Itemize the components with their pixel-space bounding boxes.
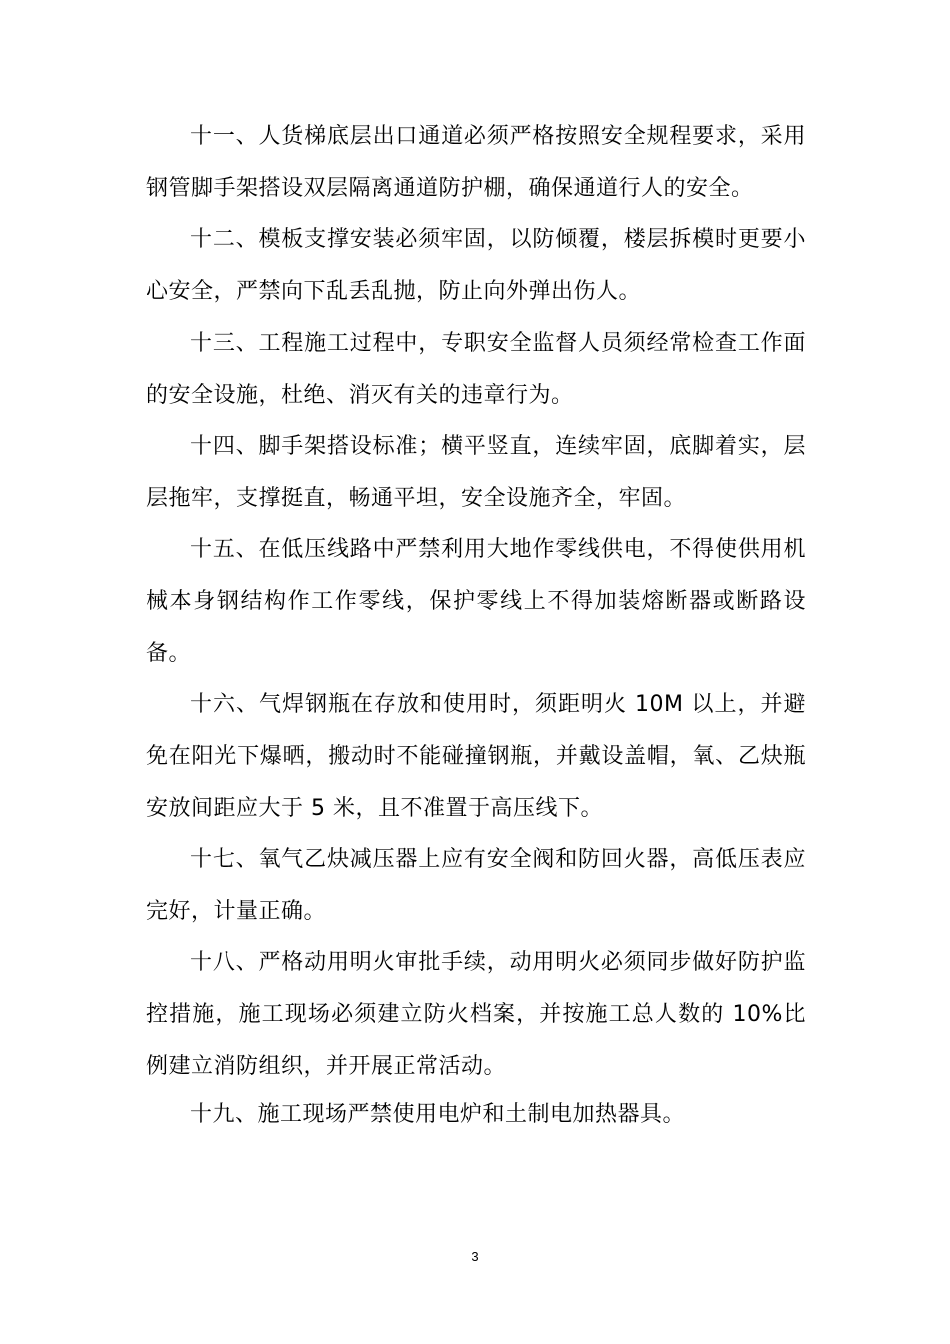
paragraph-16: 十六、气焊钢瓶在存放和使用时，须距明火 10M 以上，并避免在阳光下爆晒，搬动时不能碰撞钢瓶，并戴设盖帽，氧、乙炔瓶安放间距应大于 5 米，且不准置于高压线下。 — [146, 692, 806, 821]
paragraph-11: 十一、人货梯底层出口通道必须严格按照安全规程要求，采用钢管脚手架搭设双层隔离通道防护棚，确保通道行人的安全。 — [146, 124, 806, 201]
paragraph-13: 十三、工程施工过程中，专职安全监督人员须经常检查工作面的安全设施，杜绝、消灭有关的违章行为。 — [146, 331, 806, 408]
paragraph-18: 十八、严格动用明火审批手续，动用明火必须同步做好防护监控措施，施工现场必须建立防火档案，并按施工总人数的 10%比例建立消防组织，并开展正常活动。 — [146, 950, 806, 1079]
paragraph-17: 十七、氧气乙炔减压器上应有安全阀和防回火器，高低压表应完好，计量正确。 — [146, 847, 806, 924]
paragraph-14: 十四、脚手架搭设标准；横平竖直，连续牢固，底脚着实，层层拖牢，支撑挺直，畅通平坦，安全设施齐全，牢固。 — [146, 434, 806, 511]
page-number: 3 — [471, 1249, 479, 1264]
paragraph-15: 十五、在低压线路中严禁利用大地作零线供电，不得使供用机械本身钢结构作工作零线，保护零线上不得加装熔断器或断路设备。 — [146, 537, 806, 666]
paragraph-12: 十二、模板支撑安装必须牢固，以防倾覆，楼层拆模时更要小心安全，严禁向下乱丢乱抛，防止向外弹出伤人。 — [146, 227, 806, 304]
paragraph-19: 十九、施工现场严禁使用电炉和土制电加热器具。 — [190, 1102, 686, 1127]
